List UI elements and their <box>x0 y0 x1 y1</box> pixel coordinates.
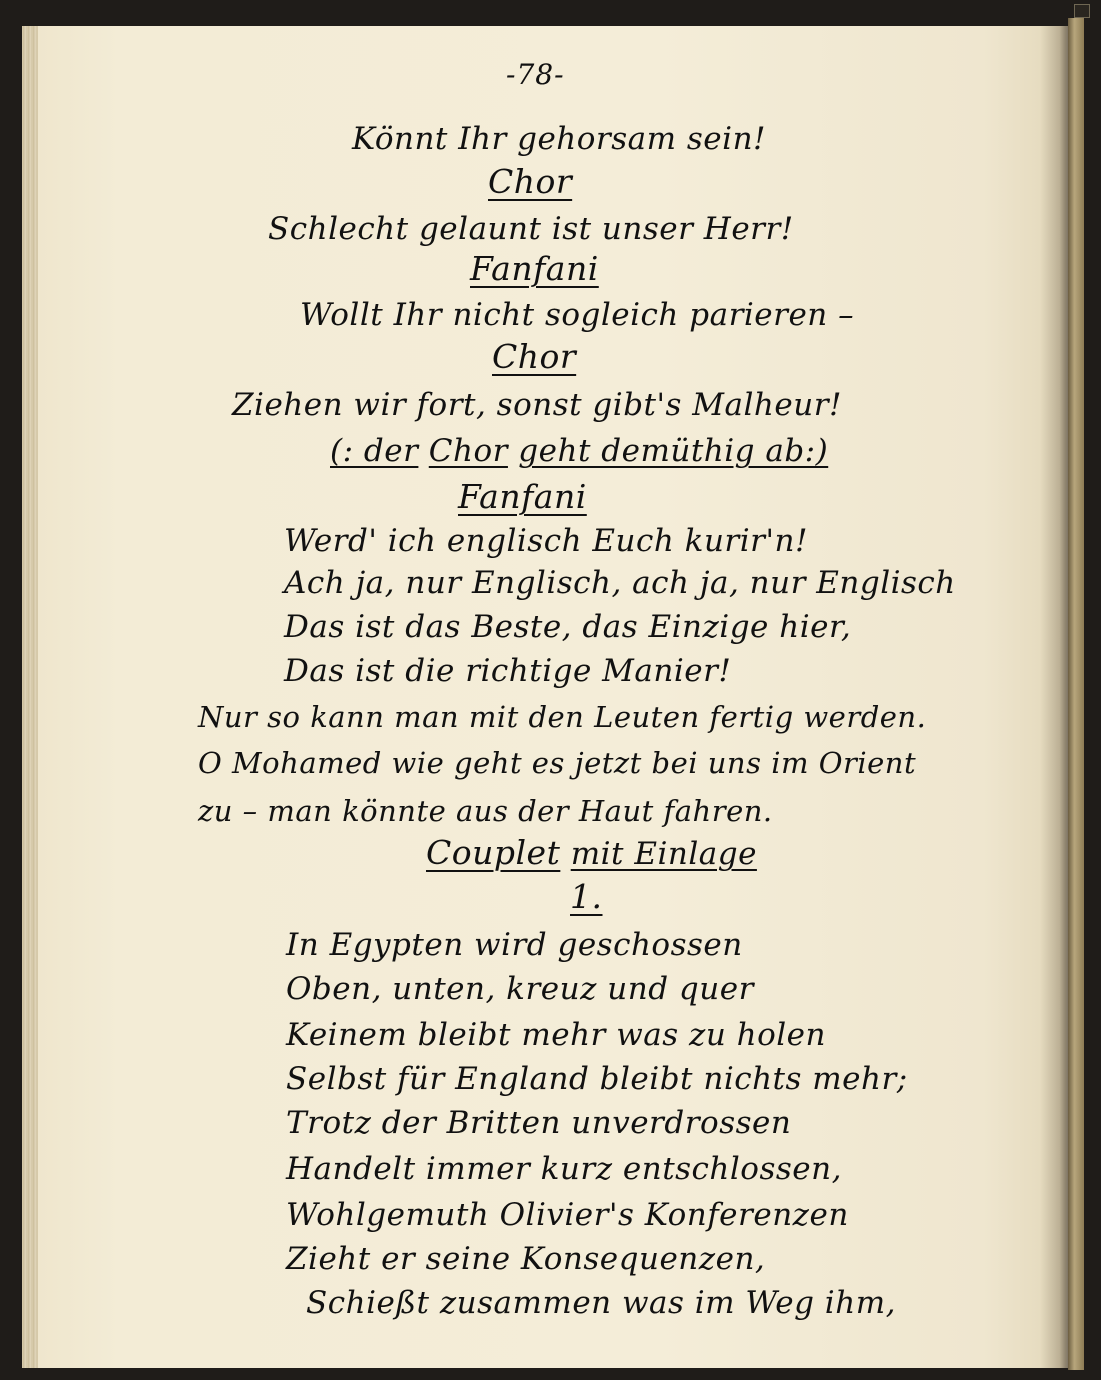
verse-line: Schießt zusammen was im Weg ihm, <box>306 1285 896 1321</box>
verse-line: Selbst für England bleibt nichts mehr; <box>286 1061 908 1097</box>
text-line: Ach ja, nur Englisch, ach ja, nur Englisch <box>284 565 956 601</box>
text-line: zu – man könnte aus der Haut fahren. <box>198 794 773 828</box>
speaker-heading: Fanfani <box>458 477 587 516</box>
text-line: Schlecht gelaunt ist unser Herr! <box>268 211 794 247</box>
speaker-heading: Chor <box>492 337 577 376</box>
verse-line: Oben, unten, kreuz und quer <box>286 971 754 1007</box>
text-line: Könnt Ihr gehorsam sein! <box>352 121 766 157</box>
text-line: Werd' ich englisch Euch kurir'n! <box>284 523 808 559</box>
couplet-heading-rest: mit Einlage <box>570 836 757 872</box>
text-line: Das ist das Beste, das Einzige hier, <box>284 609 852 645</box>
speaker-heading: Chor <box>488 162 573 201</box>
stage-direction-open: (: der <box>330 433 419 469</box>
verse-line: In Egypten wird geschossen <box>286 927 743 963</box>
verse-line: Keinem bleibt mehr was zu holen <box>286 1017 826 1053</box>
verse-number: 1. <box>570 877 603 916</box>
verse-line: Zieht er seine Konsequenzen, <box>286 1241 766 1277</box>
page-number: -78- <box>506 58 565 91</box>
section-heading <box>426 834 757 873</box>
text-line: Wollt Ihr nicht sogleich parieren – <box>300 297 855 333</box>
stage-direction <box>330 432 828 470</box>
couplet-heading: Couplet <box>426 833 561 872</box>
stage-direction-chor: Chor <box>428 433 508 469</box>
verse-line: Handelt immer kurz entschlossen, <box>286 1151 842 1187</box>
text-line: Ziehen wir fort, sonst gibt's Malheur! <box>232 387 842 423</box>
stage-direction-rest: geht demüthig ab:) <box>518 433 829 469</box>
verse-line: Wohlgemuth Olivier's Konferenzen <box>286 1197 849 1233</box>
text-line: O Mohamed wie geht es jetzt bei uns im Orient <box>198 746 917 780</box>
verse-line: Trotz der Britten unverdrossen <box>286 1105 792 1141</box>
speaker-heading: Fanfani <box>470 249 599 288</box>
text-line: Nur so kann man mit den Leuten fertig werden. <box>198 700 927 734</box>
text-line: Das ist die richtige Manier! <box>284 653 732 689</box>
